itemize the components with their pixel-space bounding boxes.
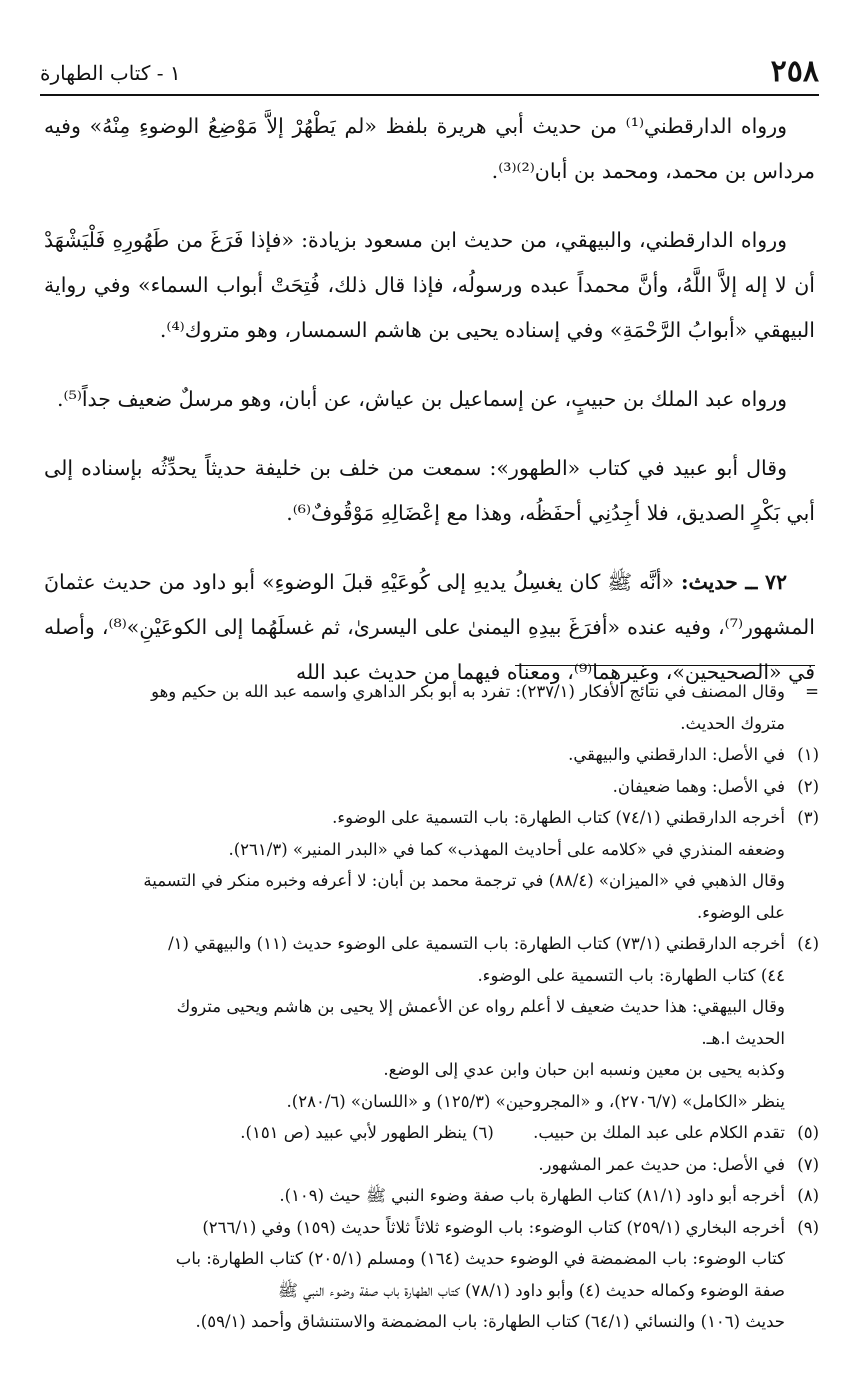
footnote-text: في الأصل: الدارقطني والبيهقي. xyxy=(568,745,785,764)
chapter-title: ١ - كتاب الطهارة xyxy=(40,61,181,85)
footnote-line: أخرجه الدارقطني (٧٣/١) كتاب الطهارة: باب التسمية على الوضوء حديث (١١) والبيهقي (١/ xyxy=(168,934,785,953)
page-number: ٢٥٨ xyxy=(770,54,819,89)
paragraph-ibn-masud: ورواه الدارقطني، والبيهقي، من حديث ابن مسعود بزيادة: «فإذا فَرَغَ من طَهُورِهِ فَلْيَشْهَدْ أن لا إله إلاَّ اللَّهُ، وأنَّ محمداً عبده ورسولُه، فإذا قال ذلك، فُتِحَتْ أبواب السماء» وفي رواية البيهقي «أبوابُ الرَّحْمَةِ» وفي إسناده يحيى بن هاشم السمسار، وهو متروك⁽⁴⁾. xyxy=(44,228,815,342)
footnote-6-text: ينظر الطهور لأبي عبيد (ص ١٥١). xyxy=(240,1123,467,1142)
footnote-text: في الأصل: وهما ضعيفان. xyxy=(612,776,785,796)
footnote-3 xyxy=(44,802,819,834)
continuation-marker: = xyxy=(805,682,819,701)
footnote-9 xyxy=(44,1212,819,1244)
footnote-line: وكذبه يحيى بن معين ونسبه ابن حبان وابن عدي إلى الوضع. xyxy=(383,1060,785,1079)
footnotes-5-6 xyxy=(44,1117,819,1149)
footnote-separator xyxy=(515,665,815,666)
paragraph-daraqutni: ورواه الدارقطني⁽¹⁾ من حديث أبي هريرة بلفظ «لم يَطْهُرْ إلاَّ مَوْضِعُ الوضوءِ مِنْهُ» وفيه مرداس بن محمد، ومحمد بن أبان⁽²⁾⁽³⁾. xyxy=(44,114,815,183)
footnote-line: ٤٤) كتاب الطهارة: باب التسمية على الوضوء. xyxy=(477,965,785,985)
footnote-text: أخرجه أبو داود (٨١/١) كتاب الطهارة باب صفة وضوء النبي ﷺ حيث (١٠٩). xyxy=(279,1186,785,1205)
footnote-8 xyxy=(44,1180,819,1212)
footnote-line: وقال الذهبي في «الميزان» (٨٨/٤) في ترجمة محمد بن أبان: لا أعرفه وخبره منكر في التسمية xyxy=(143,871,785,890)
footnote-line: وقال المصنف في نتائج الأفكار (٢٣٧/١): تفرد به أبو بكر الداهري واسمه عبد الله بن حكيم وهو xyxy=(151,682,785,701)
footnote-marker: (٩) xyxy=(797,1217,819,1237)
main-text xyxy=(44,104,815,695)
footnote-line: صفة الوضوء وكماله حديث (٤) وأبو داود (٧٨/١) كتاب الطهارة باب صفة وضوء النبي ﷺ xyxy=(277,1280,785,1300)
hadith-number-label: ٧٢ ــ حديث: xyxy=(680,570,787,594)
footnote-line: كتاب الوضوء: باب المضمضة في الوضوء حديث (١٦٤) ومسلم (٢٠٥/١) كتاب الطهارة: باب xyxy=(175,1249,785,1268)
footnote-5-text: تقدم الكلام على عبد الملك بن حبيب. xyxy=(533,1123,785,1142)
running-header xyxy=(40,52,819,92)
footnote-line: ينظر «الكامل» (٢٧٠٦/٧)، و «المجروحين» (١٢٥/٣) و «اللسان» (٢٨٠/٦). xyxy=(286,1091,785,1111)
footnote-line: وقال البيهقي: هذا حديث ضعيف لا أعلم رواه عن الأعمش إلا يحيى بن هاشم ويحيى متروك xyxy=(176,997,785,1016)
footnote-line: على الوضوء. xyxy=(697,902,785,922)
footnote-text: في الأصل: من حديث عمر المشهور. xyxy=(538,1154,785,1174)
footnote-marker: (٧) xyxy=(797,1154,819,1174)
footnote-continuation xyxy=(44,676,819,708)
hadith-72 xyxy=(44,560,815,695)
hadith-text: «أنَّه ﷺ كان يغسِلُ يديهِ إلى كُوعَيْهِ قبلَ الوضوءِ» أبو داود من حديث عثمانَ المشهور⁽⁷⁾، وفيه عنده «أفرَغَ بيدِهِ اليمنىٰ على اليسرىٰ، ثم غسلَهُما إلى الكوعَيْنِ»⁽⁸⁾، وأصله في «الصحيحين»، وغيرهما⁽⁹⁾، ومعناه فيهما من حديث عبد الله xyxy=(44,570,815,684)
footnote-2 xyxy=(44,771,819,803)
footnote-7 xyxy=(44,1149,819,1181)
footnote-marker: (١) xyxy=(797,745,819,764)
footnote-marker: (٢) xyxy=(797,776,819,796)
paragraph-abu-ubaid: وقال أبو عبيد في كتاب «الطهور»: سمعت من خلف بن خليفة حديثاً يحدِّثُه بإسناده إلى أبي بَكْرٍ الصديق، فلا أجِدُنِي أحفَظُه، وهذا مع إعْضَالِهِ مَوْقُوفٌ⁽⁶⁾. xyxy=(44,456,815,525)
footnote-line: متروك الحديث. xyxy=(680,713,785,733)
footnotes xyxy=(44,676,819,1338)
footnote-line: وضعفه المنذري في «كلامه على أحاديث المهذب» كما في «البدر المنير» (٢٦١/٣). xyxy=(228,839,785,859)
footnote-1 xyxy=(44,739,819,771)
footnote-line: الحديث ا.هـ. xyxy=(701,1028,785,1048)
footnote-4 xyxy=(44,928,819,960)
footnote-marker: (٨) xyxy=(797,1186,819,1205)
footnote-6-marker: (٦) xyxy=(472,1123,494,1142)
paragraph-abd-al-malik: ورواه عبد الملك بن حبيبٍ، عن إسماعيل بن عياش، عن أبان، وهو مرسلٌ ضعيف جداً⁽⁵⁾. xyxy=(57,387,787,411)
footnote-line: أخرجه البخاري (٢٥٩/١) كتاب الوضوء: باب الوضوء ثلاثاً ثلاثاً حديث (١٥٩) وفي (٢٦٦/١) xyxy=(202,1217,785,1237)
footnote-line: أخرجه الدارقطني (٧٤/١) كتاب الطهارة: باب التسمية على الوضوء. xyxy=(332,808,785,827)
footnote-marker: (٣) xyxy=(797,808,819,827)
footnote-marker: (٥) xyxy=(797,1123,819,1142)
footnote-marker: (٤) xyxy=(797,934,819,953)
header-rule xyxy=(40,94,819,96)
footnote-line: حديث (١٠٦) والنسائي (٦٤/١) كتاب الطهارة: باب المضمضة والاستنشاق وأحمد (٥٩/١). xyxy=(195,1312,785,1331)
